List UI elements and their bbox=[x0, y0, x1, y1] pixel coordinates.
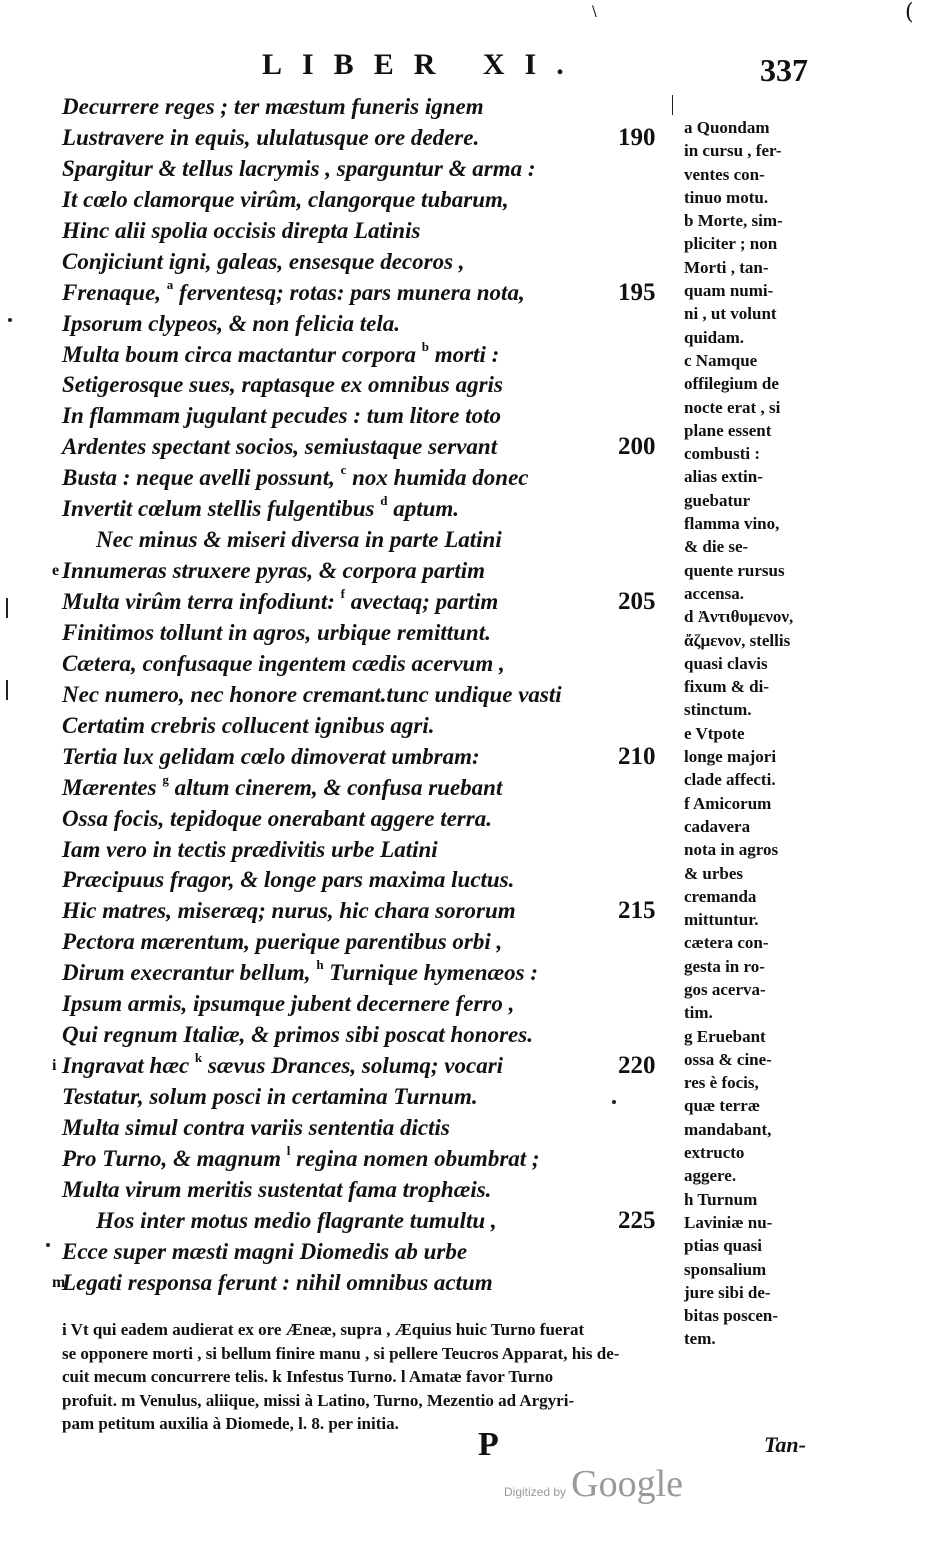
marginal-note-line: ptias quasi bbox=[684, 1236, 762, 1256]
verse-line bbox=[62, 958, 682, 989]
marginal-note-line: b Morte, sim- bbox=[684, 211, 783, 231]
verse-line bbox=[62, 401, 682, 432]
verse-text: It cœlo clamorque virûm, clangorque tubarum, bbox=[62, 186, 509, 212]
watermark-logo: Google bbox=[571, 1463, 683, 1505]
note-marker: i bbox=[52, 1057, 57, 1075]
marginal-note-line: g Eruebant bbox=[684, 1026, 766, 1046]
verse-text: regina nomen obumbrat ; bbox=[290, 1145, 540, 1171]
marginal-note-line: res è focis, bbox=[684, 1073, 759, 1093]
verse-line bbox=[62, 896, 682, 927]
verse-text: Conjiciunt igni, galeas, ensesque decoros , bbox=[62, 248, 465, 274]
marginal-note-line: flamma vino, bbox=[684, 514, 780, 534]
verse-line bbox=[62, 927, 682, 958]
verse-text: altum cinerem, & confusa ruebant bbox=[168, 774, 503, 800]
line-number: 215 bbox=[618, 897, 656, 925]
verse-text: Cætera, confusaque ingentem cædis acervum , bbox=[62, 650, 505, 676]
marginal-note-line: & die se- bbox=[684, 537, 749, 557]
verse-line bbox=[62, 123, 682, 154]
verse-line bbox=[52, 1268, 682, 1299]
marginal-note-line: gesta in ro- bbox=[684, 956, 765, 976]
marginal-note-line: c Namque bbox=[684, 350, 758, 370]
footnote-line: se opponere morti , si bellum finire manu , si pellere Teucros Apparat, his de- bbox=[62, 1343, 620, 1363]
footnote-line: i Vt qui eadem audierat ex ore Æneæ, supra , Æquius huic Turno fuerat bbox=[62, 1320, 585, 1339]
verse-text: Invertit cœlum stellis fulgentibus bbox=[62, 496, 381, 522]
running-head: LIBER XI. bbox=[262, 48, 584, 81]
marginal-note-line: accensa. bbox=[684, 583, 744, 603]
verse-text: ferventesq; rotas: pars munera nota, bbox=[173, 279, 525, 305]
verse-line bbox=[62, 989, 682, 1020]
line-number: 200 bbox=[618, 433, 656, 461]
verse-text: Ardentes spectant socios, semiustaque servant bbox=[62, 434, 498, 460]
marginal-note-line: f Amicorum bbox=[684, 793, 772, 813]
verse-line bbox=[62, 835, 682, 866]
verse-line bbox=[62, 711, 682, 742]
verse-line bbox=[62, 1082, 682, 1113]
marginal-note-line: quam numi- bbox=[684, 281, 774, 301]
line-number: 225 bbox=[618, 1206, 656, 1234]
marginal-note-line: sponsalium bbox=[684, 1259, 767, 1279]
verse-text: Frenaque, bbox=[62, 279, 167, 305]
verse-line bbox=[62, 680, 682, 711]
verse-text: Ipsorum clypeos, & non felicia tela. bbox=[62, 310, 400, 336]
verse-text: Testatur, solum posci in certamina Turnum. bbox=[62, 1084, 478, 1109]
verse-text: Multa virum meritis sustentat fama trophæis. bbox=[62, 1176, 492, 1202]
verse-line bbox=[62, 1175, 682, 1206]
verse-line bbox=[62, 804, 682, 835]
marginal-note-line: pliciter ; non bbox=[684, 234, 778, 254]
marginal-note-line: Laviniæ nu- bbox=[684, 1212, 773, 1232]
page-number: 337 bbox=[760, 52, 808, 88]
marginal-note-line: clade affecti. bbox=[684, 770, 776, 790]
note-marker: g bbox=[162, 771, 169, 787]
verse-line bbox=[62, 340, 682, 371]
footnote-line: cuit mecum concurrere telis. k Infestus Turno. l Amatæ favor Turno bbox=[62, 1367, 554, 1386]
verse-line bbox=[52, 1050, 682, 1082]
marginal-note-line: offilegium de bbox=[684, 374, 779, 394]
verse-text: Dirum execrantur bellum, bbox=[62, 960, 317, 986]
verse-line bbox=[52, 556, 682, 587]
digitized-watermark bbox=[504, 1462, 683, 1506]
marginal-note-line: nocte erat , si bbox=[684, 397, 781, 417]
line-number: 205 bbox=[618, 588, 656, 615]
verse-line bbox=[62, 494, 682, 525]
footnotes bbox=[62, 1318, 834, 1436]
verse-line bbox=[62, 1206, 682, 1237]
marginal-note-line: tim. bbox=[684, 1003, 713, 1023]
margin-speck bbox=[46, 1243, 50, 1247]
signature-mark: P bbox=[478, 1426, 499, 1463]
note-marker: m bbox=[52, 1273, 66, 1291]
marginal-note-line: a Quondam bbox=[684, 118, 770, 137]
catchword: Tan- bbox=[764, 1432, 806, 1457]
verse-text: aptum. bbox=[387, 496, 460, 522]
line-number: 210 bbox=[618, 742, 656, 770]
marginal-note-line: d Ἀντιθυμενον, bbox=[684, 607, 794, 627]
marginal-note-line: ossa & cine- bbox=[684, 1049, 772, 1069]
marginal-note-line: quidam. bbox=[684, 327, 744, 347]
verse-line bbox=[62, 92, 682, 123]
marginal-note-line: fixum & di- bbox=[684, 677, 769, 697]
verse-text: Ossa focis, tepidoque onerabant aggere terra. bbox=[62, 805, 492, 831]
verse-text: Tertia lux gelidam cœlo dimoverat umbram: bbox=[62, 743, 480, 769]
marginal-note-line: plane essent bbox=[684, 420, 772, 440]
verse-line bbox=[62, 1020, 682, 1051]
marginal-note-line: bitas poscen- bbox=[684, 1306, 778, 1326]
line-number: 220 bbox=[618, 1052, 656, 1080]
marginal-note-line: ni , ut volunt bbox=[684, 304, 777, 324]
marginal-note-line: cremanda bbox=[684, 886, 757, 906]
marginal-note-line: tem. bbox=[684, 1329, 716, 1349]
verse-line bbox=[62, 1237, 682, 1268]
line-number: 190 bbox=[618, 123, 656, 151]
note-marker: d bbox=[380, 493, 388, 509]
note-marker: l bbox=[286, 1142, 291, 1158]
note-marker: h bbox=[316, 957, 324, 973]
watermark-prefix: Digitized by bbox=[504, 1485, 567, 1499]
marginal-note-line: longe majori bbox=[684, 747, 777, 767]
verse-text: Multa boum circa mactantur corpora bbox=[62, 341, 422, 367]
verse-line bbox=[62, 185, 682, 216]
verse-line bbox=[62, 742, 682, 773]
verse-line bbox=[62, 309, 682, 340]
verse-text: Pro Turno, & magnum bbox=[62, 1145, 287, 1171]
verse-line bbox=[62, 618, 682, 649]
verse-text: Hinc alii spolia occisis direpta Latinis bbox=[62, 217, 421, 243]
verse-text: Multa simul contra variis sententia dictis bbox=[62, 1114, 450, 1140]
verse-text: Certatim crebris collucent ignibus agri. bbox=[62, 712, 435, 738]
verse-text: avectaq; partim bbox=[344, 589, 499, 614]
verse-text: Præcipuus fragor, & longe pars maxima luctus. bbox=[62, 867, 515, 893]
verse-line bbox=[62, 216, 682, 247]
verse-text: Nec minus & miseri diversa in parte Latini bbox=[96, 527, 502, 553]
verse-text: Hos inter motus medio flagrante tumultu , bbox=[96, 1207, 497, 1233]
marginal-note-line: extructo bbox=[684, 1143, 745, 1163]
marginal-note-line: tinuo motu. bbox=[684, 187, 769, 207]
verse-text: Lustravere in equis, ululatusque ore dedere. bbox=[62, 124, 480, 150]
marginal-note-line: alias extin- bbox=[684, 467, 763, 487]
verse-text: Busta : neque avelli possunt, bbox=[62, 465, 341, 491]
marginal-note-line: cadavera bbox=[684, 816, 751, 836]
verse-text: In flammam jugulant pecudes : tum litore toto bbox=[62, 403, 501, 429]
marginal-note-line: jure sibi de- bbox=[684, 1282, 771, 1302]
verse-text: Legati responsa ferunt : nihil omnibus actum bbox=[62, 1269, 493, 1295]
marginal-note-line: gos acerva- bbox=[684, 979, 766, 999]
verse-text: Ipsum armis, ipsumque jubent decernere ferro , bbox=[62, 991, 515, 1017]
marginal-notes bbox=[684, 116, 830, 1351]
marginal-note-line: Morti , tan- bbox=[684, 257, 769, 277]
verse-line bbox=[62, 247, 682, 278]
verse-line bbox=[62, 278, 682, 309]
verse-line bbox=[62, 773, 682, 804]
verse-text: Ecce super mæsti magni Diomedis ab urbe bbox=[62, 1238, 468, 1264]
verse-text: Nec numero, nec honore cremant.tunc undique vasti bbox=[62, 681, 562, 707]
corner-mark: ( bbox=[905, 0, 914, 25]
verse-text: Qui regnum Italiæ, & primos sibi poscat honores. bbox=[62, 1022, 533, 1048]
marginal-note-line: quæ terræ bbox=[684, 1096, 761, 1116]
verse-text: Ingravat hæc bbox=[62, 1053, 195, 1079]
marginal-note-line: in cursu , fer- bbox=[684, 141, 782, 161]
verse-text: nox humida donec bbox=[346, 465, 529, 491]
verse-text: Decurrere reges ; ter mæstum funeris ignem bbox=[62, 94, 484, 119]
verse-line bbox=[62, 649, 682, 680]
note-marker: f bbox=[340, 586, 345, 601]
marginal-note-line: stinctum. bbox=[684, 700, 752, 720]
marginal-note-line: combusti : bbox=[684, 444, 761, 464]
marginal-note-line: & urbes bbox=[684, 863, 744, 883]
verse-line bbox=[62, 1113, 682, 1144]
line-number: 195 bbox=[618, 278, 656, 306]
note-marker: k bbox=[194, 1050, 203, 1066]
margin-speck bbox=[6, 598, 8, 618]
verse-column bbox=[52, 92, 682, 1299]
verse-text: Setigerosque sues, raptasque ex omnibus agris bbox=[62, 372, 503, 398]
verse-line bbox=[62, 865, 682, 896]
marginal-note-line: mittuntur. bbox=[684, 910, 759, 930]
margin-speck bbox=[6, 680, 8, 700]
marginal-note-line: guebatur bbox=[684, 490, 751, 510]
verse-line bbox=[62, 432, 682, 463]
margin-speck bbox=[612, 1100, 616, 1104]
footnote-line: profuit. m Venulus, aliique, missi à Latino, Turno, Mezentio ad Argyri- bbox=[62, 1390, 575, 1410]
verse-text: Spargitur & tellus lacrymis , sparguntur & arma : bbox=[62, 155, 536, 181]
margin-speck bbox=[8, 318, 12, 322]
verse-text: morti : bbox=[428, 341, 500, 367]
verse-text: Iam vero in tectis prædivitis urbe Latini bbox=[62, 836, 438, 862]
marginal-note-line: nota in agros bbox=[684, 840, 779, 860]
verse-line bbox=[62, 587, 682, 618]
verse-text: Pectora mærentum, puerique parentibus orbi , bbox=[62, 929, 503, 955]
footnote-line: pam petitum auxilia à Diomede, l. 8. per initia. bbox=[62, 1414, 399, 1433]
verse-line bbox=[62, 1144, 682, 1175]
marginal-note-line: h Turnum bbox=[684, 1189, 758, 1209]
stray-mark: \ bbox=[592, 4, 597, 20]
verse-line bbox=[62, 525, 682, 556]
marginal-note-line: quasi clavis bbox=[684, 653, 768, 673]
verse-text: Hic matres, miseræq; nurus, hic chara sororum bbox=[62, 898, 516, 924]
verse-text: Multa virûm terra infodiunt: bbox=[62, 589, 341, 614]
marginal-note-line: ventes con- bbox=[684, 164, 765, 184]
verse-text: Innumeras struxere pyras, & corpora partim bbox=[62, 558, 486, 584]
note-marker: a bbox=[166, 276, 174, 292]
marginal-note-line: e Vtpote bbox=[684, 723, 745, 743]
verse-text: Finitimos tollunt in agros, urbique remittunt. bbox=[62, 619, 491, 645]
note-marker: c bbox=[340, 462, 347, 478]
verse-line bbox=[62, 370, 682, 401]
verse-text: Turnique hymenæos : bbox=[323, 960, 539, 986]
marginal-note-line: cætera con- bbox=[684, 933, 769, 953]
marginal-note-line: ἄζμενον, stellis bbox=[684, 630, 791, 650]
verse-line bbox=[62, 463, 682, 494]
verse-text: sævus Drances, solumq; vocari bbox=[202, 1053, 504, 1079]
marginal-note-line: aggere. bbox=[684, 1166, 737, 1186]
verse-line bbox=[62, 154, 682, 185]
note-marker: e bbox=[52, 562, 60, 580]
marginal-note-line: quente rursus bbox=[684, 560, 785, 580]
note-marker: b bbox=[421, 338, 429, 354]
marginal-note-line: mandabant, bbox=[684, 1119, 772, 1139]
verse-text: Mærentes bbox=[62, 774, 163, 800]
